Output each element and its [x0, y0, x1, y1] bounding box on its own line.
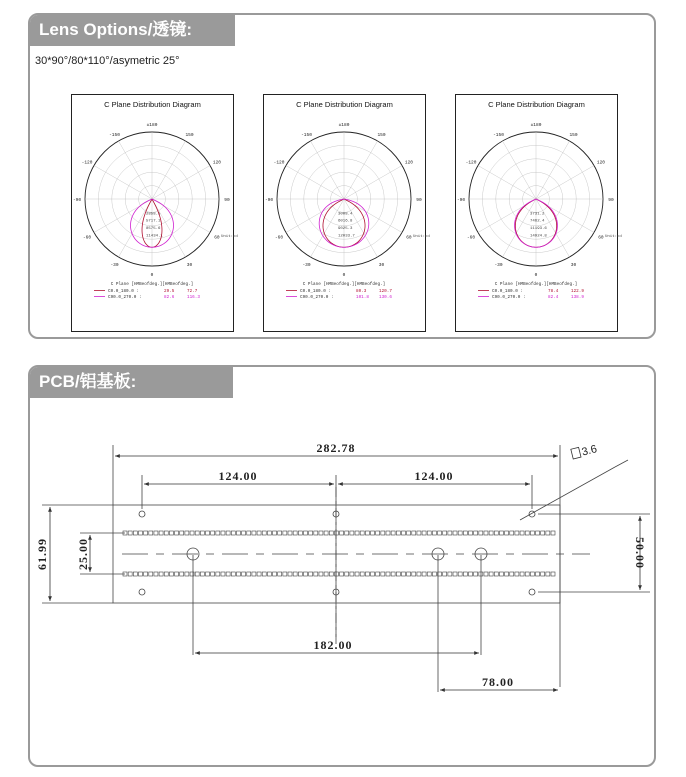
- led-chip: [417, 572, 421, 576]
- diagram-2-title: C Plane Distribution Diagram: [296, 100, 393, 109]
- diagram-3: [455, 94, 622, 332]
- led-chip: [432, 572, 436, 576]
- led-chip: [422, 572, 426, 576]
- lens-options-card: [28, 13, 656, 339]
- legend-name: C0.0_180.0 :: [492, 289, 523, 294]
- led-chip: [530, 572, 534, 576]
- legend-value-1: 82.6: [164, 295, 175, 300]
- led-chip: [376, 531, 380, 535]
- led-chip: [371, 531, 375, 535]
- legend-value-1: 82.4: [548, 295, 559, 300]
- led-chip: [381, 572, 385, 576]
- polar-unit-label: Unit:cd: [413, 235, 430, 239]
- polar-ring-value: 12033.7: [338, 234, 355, 239]
- led-chip: [340, 572, 344, 576]
- led-chip: [154, 531, 158, 535]
- led-chip: [541, 572, 545, 576]
- legend-value-1: 29.5: [164, 289, 175, 294]
- led-chip: [360, 531, 364, 535]
- led-chip: [226, 531, 230, 535]
- led-chip: [309, 531, 313, 535]
- legend-name: C0.0_180.0 :: [300, 289, 331, 294]
- led-chip: [381, 531, 385, 535]
- led-chip: [391, 572, 395, 576]
- polar-angle-label: 150: [185, 133, 194, 139]
- led-chip: [453, 531, 457, 535]
- diagram-2: [263, 94, 430, 332]
- led-chip: [231, 572, 235, 576]
- hole-dia-leader-end: [615, 460, 628, 467]
- led-chip: [329, 572, 333, 576]
- led-chip: [329, 531, 333, 535]
- led-chip: [536, 572, 540, 576]
- led-chip: [175, 531, 179, 535]
- led-chip: [463, 572, 467, 576]
- pcb-title: PCB/铝基板:: [30, 367, 233, 397]
- polar-spoke: [152, 166, 210, 200]
- dim-led-spacing: 25.00: [76, 538, 90, 570]
- polar-spoke: [94, 199, 152, 233]
- led-chip: [169, 531, 173, 535]
- polar-ring-value: 3008.4: [338, 212, 353, 217]
- led-chip: [432, 531, 436, 535]
- legend-value-2: 130.6: [379, 295, 392, 300]
- led-chip: [412, 531, 416, 535]
- led-chip: [345, 531, 349, 535]
- polar-spoke: [311, 141, 345, 199]
- led-chip: [133, 572, 137, 576]
- polar-ring-value: 8575.6: [146, 227, 161, 232]
- led-chip: [221, 572, 225, 576]
- polar-angle-label: 0: [534, 273, 538, 278]
- led-chip: [298, 572, 302, 576]
- led-chip: [216, 572, 220, 576]
- led-chip: [262, 572, 266, 576]
- led-chip: [324, 572, 328, 576]
- led-chip: [195, 572, 199, 576]
- dim-overall-height: 61.99: [35, 538, 49, 570]
- led-chip: [242, 531, 246, 535]
- legend-name: C0.0_180.0 :: [108, 289, 139, 294]
- polar-spoke: [478, 166, 536, 200]
- dim-spacing-right: 124.00: [414, 469, 454, 483]
- led-chip: [515, 572, 519, 576]
- led-chip: [195, 531, 199, 535]
- led-chip: [499, 531, 503, 535]
- polar-angle-label: -90: [264, 198, 274, 203]
- led-chip: [154, 572, 158, 576]
- led-chip: [128, 572, 132, 576]
- diagram-3-title: C Plane Distribution Diagram: [488, 100, 585, 109]
- led-chip: [180, 531, 184, 535]
- legend-header: C Plane [HMBeofdeg.][HMBeofdeg.]: [110, 282, 194, 287]
- led-chip: [386, 572, 390, 576]
- led-chip: [463, 531, 467, 535]
- polar-spoke: [536, 166, 594, 200]
- polar-ring-value: 2858.5: [146, 212, 161, 217]
- led-chip: [236, 572, 240, 576]
- polar-angle-label: -30: [110, 262, 119, 268]
- led-chip: [525, 531, 529, 535]
- polar-angle-label: ±180: [146, 123, 158, 128]
- polar-angle-label: 0: [150, 273, 154, 278]
- polar-angle-label: 60: [598, 235, 604, 241]
- diagram-1: [71, 94, 238, 332]
- led-chip: [365, 572, 369, 576]
- polar-spoke: [94, 166, 152, 200]
- led-chip: [211, 531, 215, 535]
- led-chip: [314, 531, 318, 535]
- led-chip: [468, 572, 472, 576]
- led-chip: [164, 531, 168, 535]
- led-chip: [489, 572, 493, 576]
- led-rows: [123, 531, 555, 576]
- led-chip: [458, 572, 462, 576]
- polar-ring-value: 7462.4: [530, 219, 545, 224]
- led-chip: [159, 531, 163, 535]
- led-chip: [128, 531, 132, 535]
- led-chip: [267, 531, 271, 535]
- led-chip: [257, 531, 261, 535]
- led-chip: [283, 572, 287, 576]
- polar-angle-label: 60: [214, 235, 220, 241]
- led-chip: [283, 531, 287, 535]
- polar-angle-label: 150: [377, 133, 386, 139]
- polar-angle-label: -90: [456, 198, 466, 203]
- led-chip: [293, 572, 297, 576]
- led-chip: [494, 531, 498, 535]
- polar-ring-value: 6016.8: [338, 219, 353, 224]
- led-chip: [484, 531, 488, 535]
- led-chip: [489, 531, 493, 535]
- polar-ring-value: 11434.1: [146, 234, 163, 239]
- polar-angle-label: -120: [465, 160, 477, 166]
- polar-spoke: [503, 141, 537, 199]
- led-chip: [309, 572, 313, 576]
- led-chip: [443, 531, 447, 535]
- led-chip: [288, 572, 292, 576]
- led-chip: [407, 572, 411, 576]
- led-chip: [396, 572, 400, 576]
- led-chip: [391, 531, 395, 535]
- led-chip: [479, 531, 483, 535]
- mount-hole-bottom-3: [529, 589, 535, 595]
- led-chip: [334, 572, 338, 576]
- polar-angle-label: -120: [273, 160, 285, 166]
- led-chip: [267, 572, 271, 576]
- led-chip: [448, 531, 452, 535]
- led-chip: [180, 572, 184, 576]
- led-chip: [149, 531, 153, 535]
- led-chip: [546, 531, 550, 535]
- led-chip: [551, 531, 555, 535]
- polar-angle-label: 150: [569, 133, 578, 139]
- legend-value-2: 72.7: [187, 289, 198, 294]
- led-chip: [288, 531, 292, 535]
- led-chip: [401, 531, 405, 535]
- pcb-card: [28, 365, 656, 767]
- legend-value-1: 78.4: [548, 289, 559, 294]
- legend-value-2: 138.9: [571, 295, 584, 300]
- led-chip: [474, 531, 478, 535]
- led-chip: [185, 572, 189, 576]
- led-chip: [273, 531, 277, 535]
- polar-ring-value: 14924.8: [530, 234, 547, 239]
- polar-ring-value: 3731.2: [530, 212, 545, 217]
- legend-value-2: 116.3: [187, 295, 200, 300]
- led-chip: [468, 531, 472, 535]
- led-chip: [138, 531, 142, 535]
- polar-angle-label: -60: [274, 235, 284, 241]
- polar-spoke: [152, 141, 186, 199]
- led-chip: [185, 531, 189, 535]
- polar-angle-label: 120: [404, 160, 414, 166]
- polar-angle-label: ±180: [338, 123, 350, 128]
- legend-value-2: 122.9: [571, 289, 584, 294]
- legend-value-1: 101.8: [356, 295, 369, 300]
- polar-ring-value: 9025.3: [338, 227, 353, 232]
- polar-angle-label: 30: [570, 262, 577, 268]
- polar-angle-label: -150: [109, 133, 120, 139]
- led-chip: [510, 572, 514, 576]
- polar-unit-label: Unit:cd: [605, 235, 622, 239]
- led-chip: [499, 572, 503, 576]
- led-chip: [515, 531, 519, 535]
- led-chip: [360, 572, 364, 576]
- led-chip: [149, 572, 153, 576]
- polar-unit-label: Unit:cd: [221, 235, 238, 239]
- diagram-1-plot: [72, 95, 238, 333]
- polar-spoke: [119, 141, 153, 199]
- led-chip: [298, 531, 302, 535]
- led-chip: [293, 531, 297, 535]
- polar-spoke: [344, 166, 402, 200]
- led-chip: [551, 572, 555, 576]
- pcb-drawing: [30, 367, 654, 765]
- led-chip: [144, 572, 148, 576]
- polar-spoke: [344, 141, 378, 199]
- led-chip: [427, 572, 431, 576]
- polar-angle-label: -90: [72, 198, 82, 203]
- dim-spacing-left: 124.00: [218, 469, 258, 483]
- led-chip: [278, 531, 282, 535]
- led-chip: [417, 531, 421, 535]
- lens-options-subtitle: 30*90°/80*110°/asymetric 25°: [35, 55, 180, 67]
- polar-angle-label: -30: [494, 262, 503, 268]
- led-chip: [376, 572, 380, 576]
- led-chip: [314, 572, 318, 576]
- polar-angle-label: -120: [81, 160, 93, 166]
- led-chip: [319, 531, 323, 535]
- led-chip: [443, 572, 447, 576]
- polar-angle-label: 0: [342, 273, 346, 278]
- led-chip: [530, 531, 534, 535]
- diagram-2-plot: [264, 95, 430, 333]
- led-chip: [412, 572, 416, 576]
- led-chip: [396, 531, 400, 535]
- led-chip: [206, 572, 210, 576]
- led-chip: [546, 572, 550, 576]
- led-chip: [448, 572, 452, 576]
- led-chip: [340, 531, 344, 535]
- led-chip: [355, 572, 359, 576]
- led-chip: [401, 572, 405, 576]
- legend-value-1: 80.3: [356, 289, 367, 294]
- led-chip: [505, 572, 509, 576]
- led-chip: [247, 531, 251, 535]
- led-chip: [236, 531, 240, 535]
- led-chip: [211, 572, 215, 576]
- led-chip: [273, 572, 277, 576]
- legend-header: C Plane [HMBeofdeg.][HMBeofdeg.]: [302, 282, 386, 287]
- led-chip: [427, 531, 431, 535]
- led-chip: [484, 572, 488, 576]
- legend-value-2: 120.7: [379, 289, 392, 294]
- led-chip: [133, 531, 137, 535]
- led-chip: [200, 531, 204, 535]
- polar-angle-label: -150: [493, 133, 504, 139]
- led-chip: [345, 572, 349, 576]
- led-chip: [252, 572, 256, 576]
- led-chip: [371, 572, 375, 576]
- led-chip: [175, 572, 179, 576]
- diagram-1-title: C Plane Distribution Diagram: [104, 100, 201, 109]
- polar-angle-label: ±180: [530, 123, 542, 128]
- polar-spoke: [286, 166, 344, 200]
- polar-angle-label: 60: [406, 235, 412, 241]
- led-chip: [278, 572, 282, 576]
- led-chip: [494, 572, 498, 576]
- polar-angle-label: -60: [466, 235, 476, 241]
- led-chip: [324, 531, 328, 535]
- led-chip: [216, 531, 220, 535]
- dim-center-spacing: 182.00: [313, 638, 353, 652]
- polar-spoke: [152, 199, 210, 233]
- led-chip: [303, 531, 307, 535]
- led-chip: [505, 531, 509, 535]
- led-chip: [221, 531, 225, 535]
- led-chip: [525, 572, 529, 576]
- led-chip: [334, 531, 338, 535]
- led-chip: [407, 531, 411, 535]
- hole-dia-leader: [520, 467, 615, 520]
- led-chip: [458, 531, 462, 535]
- polar-angle-label: 90: [608, 198, 614, 203]
- led-chip: [350, 531, 354, 535]
- led-chip: [365, 531, 369, 535]
- polar-angle-label: 90: [224, 198, 230, 203]
- dim-overall-length: 282.78: [316, 441, 356, 455]
- led-chip: [350, 572, 354, 576]
- led-chip: [262, 531, 266, 535]
- led-chip: [138, 572, 142, 576]
- led-chip: [520, 531, 524, 535]
- legend-header: C Plane [HMBeofdeg.][HMBeofdeg.]: [494, 282, 578, 287]
- polar-ring-value: 11193.6: [530, 227, 547, 232]
- led-chip: [247, 572, 251, 576]
- led-chip: [474, 572, 478, 576]
- polar-angle-label: 90: [416, 198, 422, 203]
- led-chip: [231, 531, 235, 535]
- mount-hole-top-1: [139, 511, 145, 517]
- led-chip: [355, 531, 359, 535]
- polar-angle-label: -60: [82, 235, 92, 241]
- diagram-3-plot: [456, 95, 622, 333]
- dim-hole-row-spacing: 50.00: [633, 537, 647, 569]
- polar-angle-label: -30: [302, 262, 311, 268]
- led-chip: [520, 572, 524, 576]
- led-chip: [536, 531, 540, 535]
- led-chip: [190, 531, 194, 535]
- led-chip: [541, 531, 545, 535]
- led-chip: [453, 572, 457, 576]
- led-chip: [190, 572, 194, 576]
- led-chip: [206, 531, 210, 535]
- led-chip: [257, 572, 261, 576]
- led-chip: [510, 531, 514, 535]
- dim-right-spacing: 78.00: [482, 675, 514, 689]
- led-chip: [438, 531, 442, 535]
- dim-hole-diameter: 3.6: [580, 443, 599, 459]
- polar-angle-label: 30: [378, 262, 385, 268]
- led-chip: [159, 572, 163, 576]
- led-chip: [422, 531, 426, 535]
- led-chip: [226, 572, 230, 576]
- polar-angle-label: 120: [212, 160, 222, 166]
- led-chip: [252, 531, 256, 535]
- polar-angle-label: 30: [186, 262, 193, 268]
- led-chip: [386, 531, 390, 535]
- polar-ring-value: 5717.1: [146, 219, 161, 224]
- led-chip: [164, 572, 168, 576]
- hole-diameter-symbol: [571, 447, 581, 459]
- led-chip: [144, 531, 148, 535]
- lens-options-title: Lens Options/透镜:: [30, 15, 235, 45]
- mount-hole-bottom-1: [139, 589, 145, 595]
- polar-angle-label: -150: [301, 133, 312, 139]
- led-chip: [319, 572, 323, 576]
- legend-name: C90.0_270.0 :: [492, 295, 526, 300]
- led-chip: [200, 572, 204, 576]
- legend-name: C90.0_270.0 :: [108, 295, 142, 300]
- led-chip: [169, 572, 173, 576]
- polar-angle-label: 120: [596, 160, 606, 166]
- legend-name: C90.0_270.0 :: [300, 295, 334, 300]
- polar-spoke: [536, 141, 570, 199]
- led-chip: [303, 572, 307, 576]
- led-chip: [242, 572, 246, 576]
